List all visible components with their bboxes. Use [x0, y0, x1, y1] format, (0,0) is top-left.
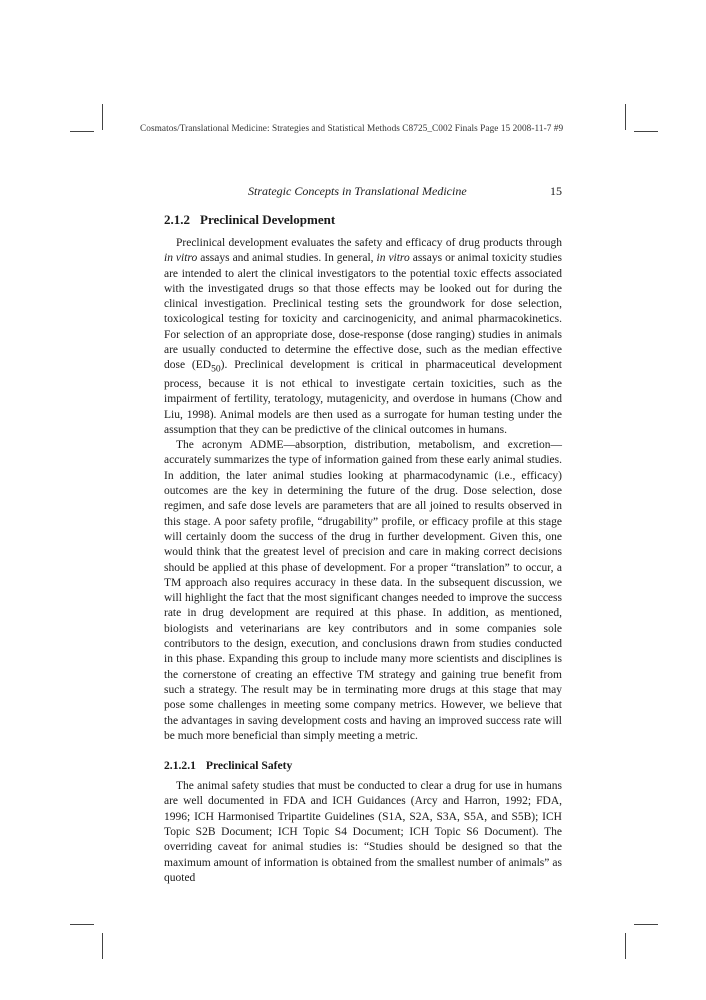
- crop-mark: [625, 933, 626, 959]
- section-title: Preclinical Development: [200, 212, 336, 227]
- subscript: 50: [211, 363, 221, 375]
- paragraph-text: ). Preclinical development is critical in pharmaceutical development process, because it is not ethical to investigate certain toxicities, such as the impairment of fertility, teratology, mutagenicity, and overdose in humans (Chow and Liu, 1998). Animal models are then used as a surrogate for human testing under the assumption that they can be predictive of the clinical outcomes in humans.: [164, 359, 562, 436]
- paragraph: [164, 236, 562, 438]
- paragraph-text: assays or animal toxicity studies are intended to alert the clinical investigators to the potential toxic effects associated with the investigated drugs so that those effects may be looked out for during the clinical investigation. Preclinical testing sets the groundwork for dose selection, toxicological testing for toxicity and carcinogenicity, and animal pharmacokinetics. For selection of an appropriate dose, dose-response (dose ranging) studies in animals are usually conducted to determine the effective dose, such as the median effective dose (ED: [164, 252, 562, 372]
- crop-mark: [102, 104, 103, 130]
- body-text: [164, 212, 562, 886]
- paragraph-text: assays and animal studies. In general,: [197, 252, 377, 265]
- page-number: 15: [550, 184, 562, 198]
- running-head-title: Strategic Concepts in Translational Medicine: [248, 184, 467, 198]
- crop-mark: [70, 924, 94, 925]
- italic-term: in vitro: [376, 252, 410, 265]
- subsection-title: Preclinical Safety: [205, 759, 293, 773]
- crop-mark: [70, 131, 94, 132]
- italic-term: in vitro: [164, 252, 198, 265]
- slug-line: Cosmatos/Translational Medicine: Strategies and Statistical Methods C8725_C002 Finals Page 15 2008-11-7 #9: [140, 124, 564, 134]
- crop-mark: [102, 933, 103, 959]
- paragraph: The animal safety studies that must be conducted to clear a drug for use in humans are well documented in FDA and ICH Guidances (Arcy and Harron, 1992; FDA, 1996; ICH Harmonised Tripartite Guidelines (S1A, S2A, S3A, S5A, and S5B); ICH Topic S2B Document; ICH Topic S4 Document; ICH Topic S6 Document). The overriding caveat for animal studies is: “Studies should be designed so that the maximum amount of information is obtained from the smallest number of animals” as quoted: [164, 780, 562, 884]
- section-number: 2.1.2: [164, 212, 190, 227]
- subsection-number: 2.1.2.1: [164, 759, 196, 773]
- paragraph: The acronym ADME—absorption, distribution, metabolism, and excretion—accurately summarizes the type of information gained from these early animal studies. In addition, the later animal studies looking at pharmacodynamic (i.e., efficacy) outcomes are the key in determining the future of the drug. Dose selection, dose regimen, and safe dose levels are parameters that are all joined to results observed in this stage. A poor safety profile, “drugability” profile, or efficacy profile at this stage will certainly doom the success of the drug in further development. Given this, one would think that the greatest level of precision and care in making correct decisions should be applied at this phase of development. For a proper “translation” to occur, a TM approach also requires accuracy in these data. In the subsequent discussion, we will highlight the fact that the most significant changes needed to improve the success rate in drug development are required at this phase. In addition, as mentioned, biologists and veterinarians are key contributors and in some companies sole contributors to the design, execution, and conclusions drawn from studies conducted in this phase. Expanding this group to include many more scientists and disciplines is the cornerstone of creating an effective TM strategy and gaining true benefit from such a strategy. The result may be in terminating more drugs at this stage that may pose some challenges in meeting some company metrics. However, we believe that the advantages in saving development costs and having an improved success rate will be much more beneficial than simply meeting a metric.: [164, 439, 562, 742]
- crop-mark: [625, 104, 626, 130]
- crop-mark: [634, 131, 658, 132]
- subsection-heading: [164, 758, 562, 773]
- crop-mark: [634, 924, 658, 925]
- paragraph-text: Preclinical development evaluates the safety and efficacy of drug products through: [176, 237, 562, 249]
- section-heading: [164, 212, 562, 228]
